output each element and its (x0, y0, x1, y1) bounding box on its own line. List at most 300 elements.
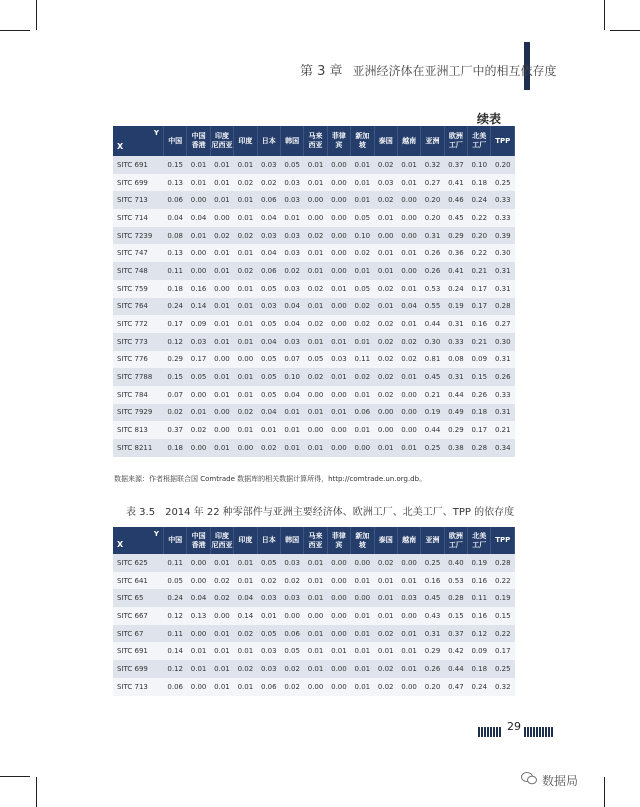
table-cell: 0.55 (421, 298, 444, 316)
crop-mark (604, 0, 605, 30)
table-cell: 0.01 (327, 368, 350, 386)
table-cell: 0.10 (351, 227, 374, 245)
table-cell: 0.00 (351, 439, 374, 457)
table-cell: 0.15 (491, 607, 515, 625)
table-cell: 0.31 (491, 404, 515, 422)
table-cell: 0.05 (280, 642, 303, 660)
table-cell: 0.19 (491, 589, 515, 607)
table-cell: 0.00 (374, 227, 397, 245)
table-cell: 0.00 (187, 386, 210, 404)
table-row (113, 589, 515, 607)
table-cell: 0.01 (397, 439, 420, 457)
table-cell: 0.37 (444, 156, 467, 174)
dependency-table-3-5 (113, 527, 515, 696)
chapter-number: 第 3 章 (300, 64, 343, 79)
table-cell: 0.20 (421, 209, 444, 227)
row-label: SITC 764 (113, 298, 164, 316)
table-cell: 0.01 (397, 174, 420, 192)
table-cell: 0.24 (444, 280, 467, 298)
table-cell: 0.02 (234, 262, 257, 280)
table-cell: 0.01 (210, 262, 233, 280)
table-cell: 0.01 (304, 589, 327, 607)
table-header-row (113, 126, 515, 156)
table-cell: 0.00 (327, 589, 350, 607)
corner-x-label: X (117, 142, 124, 151)
table-cell: 0.21 (491, 421, 515, 439)
table-cell: 0.09 (187, 315, 210, 333)
table-cell: 0.15 (468, 368, 491, 386)
table-cell: 0.25 (421, 554, 444, 572)
table-cell: 0.12 (164, 607, 187, 625)
column-header: 亚洲 (421, 527, 444, 554)
table-cell: 0.02 (234, 660, 257, 678)
table-cell: 0.16 (468, 315, 491, 333)
table-cell: 0.16 (468, 572, 491, 590)
table-cell: 0.26 (468, 386, 491, 404)
table-cell: 0.03 (257, 156, 280, 174)
table-row (113, 244, 515, 262)
table-cell: 0.00 (304, 678, 327, 696)
table-cell: 0.02 (351, 298, 374, 316)
table-cell: 0.01 (351, 386, 374, 404)
chapter-heading (300, 60, 557, 79)
table-cell: 0.01 (234, 572, 257, 590)
table-cell: 0.02 (280, 660, 303, 678)
table-row (113, 174, 515, 192)
table-cell: 0.03 (280, 227, 303, 245)
table-cell: 0.01 (374, 607, 397, 625)
table-cell: 0.00 (304, 191, 327, 209)
table-cell: 0.05 (257, 554, 280, 572)
table-cell: 0.02 (374, 554, 397, 572)
table-cell: 0.00 (327, 439, 350, 457)
column-header: 印度 尼西亚 (210, 126, 233, 156)
table-cell: 0.01 (351, 572, 374, 590)
column-header: 亚洲 (421, 126, 444, 156)
chapter-title: 亚洲经济体在亚洲工厂中的相互依存度 (352, 64, 557, 78)
table-cell: 0.03 (280, 333, 303, 351)
table-cell: 0.01 (280, 439, 303, 457)
table-cell: 0.07 (164, 386, 187, 404)
table-cell: 0.18 (468, 174, 491, 192)
table-cell: 0.44 (421, 421, 444, 439)
table-cell: 0.21 (421, 386, 444, 404)
table-row (113, 572, 515, 590)
table-cell: 0.46 (444, 191, 467, 209)
table-cell: 0.01 (187, 660, 210, 678)
table-cell: 0.01 (327, 404, 350, 422)
table-cell: 0.53 (444, 572, 467, 590)
table-cell: 0.01 (234, 209, 257, 227)
table-cell: 0.24 (468, 191, 491, 209)
table-cell: 0.02 (351, 244, 374, 262)
table-cell: 0.01 (374, 572, 397, 590)
table-cell: 0.01 (327, 333, 350, 351)
table-cell: 0.02 (257, 174, 280, 192)
table-cell: 0.31 (421, 625, 444, 643)
table-cell: 0.03 (280, 191, 303, 209)
table-cell: 0.00 (397, 262, 420, 280)
table-cell: 0.00 (210, 404, 233, 422)
table-cell: 0.03 (257, 227, 280, 245)
table-cell: 0.30 (421, 333, 444, 351)
table-cell: 0.18 (164, 439, 187, 457)
table-cell: 0.45 (421, 589, 444, 607)
row-label: SITC 748 (113, 262, 164, 280)
table-row (113, 554, 515, 572)
column-header: 泰国 (374, 126, 397, 156)
table-cell: 0.22 (491, 625, 515, 643)
table-cell: 0.01 (280, 209, 303, 227)
row-label: SITC 8211 (113, 439, 164, 457)
crop-mark (604, 777, 605, 807)
table-cell: 0.14 (234, 607, 257, 625)
table-cell: 0.01 (304, 262, 327, 280)
footer-stripes-left (478, 722, 502, 741)
table-cell: 0.00 (374, 404, 397, 422)
table-cell: 0.01 (351, 174, 374, 192)
table-cell: 0.01 (351, 421, 374, 439)
table-row (113, 678, 515, 696)
table-cell: 0.00 (327, 607, 350, 625)
table-caption: 表 3.5 2014 年 22 种零部件与亚洲主要经济体、欧洲工厂、北美工厂、TPP 的依存度 (126, 507, 515, 518)
table-cell: 0.01 (234, 368, 257, 386)
table-cell: 0.27 (491, 315, 515, 333)
table-cell: 0.00 (397, 191, 420, 209)
table-row (113, 421, 515, 439)
table-cell: 0.01 (234, 244, 257, 262)
table-cell: 0.00 (327, 227, 350, 245)
table-cell: 0.05 (304, 351, 327, 369)
table-cell: 0.14 (164, 642, 187, 660)
table-cell: 0.45 (421, 368, 444, 386)
table-cell: 0.29 (444, 421, 467, 439)
table-row (113, 607, 515, 625)
table-cell: 0.01 (210, 678, 233, 696)
table-cell: 0.00 (210, 351, 233, 369)
table-cell: 0.01 (234, 156, 257, 174)
table-cell: 0.01 (374, 439, 397, 457)
table-row (113, 209, 515, 227)
table-cell: 0.00 (327, 174, 350, 192)
table-cell: 0.26 (421, 660, 444, 678)
table-cell: 0.01 (304, 244, 327, 262)
table-cell: 0.06 (164, 191, 187, 209)
table-cell: 0.22 (468, 209, 491, 227)
row-label: SITC 699 (113, 660, 164, 678)
table-cell: 0.05 (257, 351, 280, 369)
table-cell: 0.05 (257, 315, 280, 333)
table-cell: 0.11 (164, 554, 187, 572)
table-cell: 0.01 (397, 642, 420, 660)
table-cell: 0.00 (187, 625, 210, 643)
table-cell: 0.04 (280, 386, 303, 404)
table-cell: 0.02 (187, 421, 210, 439)
table-cell: 0.01 (257, 607, 280, 625)
table-cell: 0.01 (210, 660, 233, 678)
table-cell: 0.07 (280, 351, 303, 369)
table-cell: 0.53 (421, 280, 444, 298)
table-cell: 0.01 (210, 244, 233, 262)
table-cell: 0.01 (304, 174, 327, 192)
table-cell: 0.12 (164, 660, 187, 678)
table-cell: 0.02 (234, 174, 257, 192)
table-cell: 0.13 (164, 174, 187, 192)
table-cell: 0.02 (234, 227, 257, 245)
table-cell: 0.00 (304, 607, 327, 625)
table-cell: 0.41 (444, 174, 467, 192)
table-cell: 0.26 (491, 368, 515, 386)
table-cell: 0.04 (234, 589, 257, 607)
table-cell: 0.05 (351, 280, 374, 298)
table-cell: 0.08 (164, 227, 187, 245)
row-label: SITC 65 (113, 589, 164, 607)
table-cell: 0.01 (304, 333, 327, 351)
table-cell: 0.03 (374, 174, 397, 192)
table-row (113, 156, 515, 174)
table-cell: 0.00 (327, 572, 350, 590)
table-cell: 0.01 (397, 625, 420, 643)
column-header: 韩国 (280, 126, 303, 156)
row-label: SITC 747 (113, 244, 164, 262)
table-cell: 0.03 (257, 589, 280, 607)
table-cell: 0.01 (210, 386, 233, 404)
table-cell: 0.05 (164, 572, 187, 590)
table-cell: 0.00 (304, 386, 327, 404)
table-row (113, 227, 515, 245)
table-cell: 0.02 (210, 572, 233, 590)
table-cell: 0.06 (257, 191, 280, 209)
table-cell: 0.31 (491, 351, 515, 369)
table-cell: 0.00 (327, 244, 350, 262)
table-cell: 0.31 (444, 315, 467, 333)
table-cell: 0.81 (421, 351, 444, 369)
table-cell: 0.01 (397, 572, 420, 590)
table-cell: 0.30 (491, 333, 515, 351)
table-cell: 0.14 (187, 298, 210, 316)
table-cell: 0.03 (257, 660, 280, 678)
table-cell: 0.01 (210, 439, 233, 457)
table-cell: 0.04 (257, 209, 280, 227)
table-cell: 0.01 (257, 421, 280, 439)
table-cell: 0.02 (304, 368, 327, 386)
table-cell: 0.00 (327, 315, 350, 333)
table-cell: 0.01 (234, 315, 257, 333)
table-cell: 0.01 (397, 156, 420, 174)
table-cell: 0.16 (187, 280, 210, 298)
table-cell: 0.00 (187, 244, 210, 262)
table-cell: 0.01 (234, 191, 257, 209)
table-cell: 0.02 (280, 262, 303, 280)
table-cell: 0.01 (351, 156, 374, 174)
table-cell: 0.33 (491, 209, 515, 227)
table-cell: 0.02 (374, 351, 397, 369)
table-cell: 0.02 (210, 589, 233, 607)
row-label: SITC 625 (113, 554, 164, 572)
table-cell: 0.02 (257, 439, 280, 457)
table-cell: 0.01 (304, 625, 327, 643)
table-cell: 0.04 (257, 333, 280, 351)
row-label: SITC 776 (113, 351, 164, 369)
column-header: 中国 (164, 126, 187, 156)
watermark-text: 数据局 (542, 774, 579, 788)
table-cell: 0.29 (164, 351, 187, 369)
table-cell: 0.02 (374, 156, 397, 174)
table-cell: 0.01 (304, 298, 327, 316)
table-cell: 0.02 (374, 368, 397, 386)
table-cell: 0.00 (351, 554, 374, 572)
table-cell: 0.32 (421, 156, 444, 174)
table-cell: 0.11 (164, 262, 187, 280)
table-cell: 0.01 (210, 315, 233, 333)
table-cell: 0.03 (280, 554, 303, 572)
table-cell: 0.29 (444, 227, 467, 245)
table-cell: 0.00 (327, 262, 350, 280)
table-cell: 0.34 (491, 439, 515, 457)
column-header: 印度 (234, 527, 257, 554)
row-label: SITC 67 (113, 625, 164, 643)
table-cell: 0.01 (397, 368, 420, 386)
table-cell: 0.19 (421, 404, 444, 422)
table-cell: 0.00 (397, 209, 420, 227)
table-cell: 0.01 (234, 421, 257, 439)
table-row (113, 262, 515, 280)
table-cell: 0.01 (304, 642, 327, 660)
table-cell: 0.01 (304, 404, 327, 422)
table-cell: 0.01 (187, 642, 210, 660)
table-cell: 0.03 (187, 333, 210, 351)
table-cell: 0.00 (327, 660, 350, 678)
table-cell: 0.05 (351, 209, 374, 227)
table-cell: 0.44 (444, 386, 467, 404)
table-cell: 0.15 (164, 368, 187, 386)
table-cell: 0.01 (234, 280, 257, 298)
table-cell: 0.00 (374, 421, 397, 439)
crop-mark (610, 30, 640, 31)
table-cell: 0.01 (210, 368, 233, 386)
table-cell: 0.00 (397, 421, 420, 439)
table-cell: 0.00 (397, 607, 420, 625)
table-cell: 0.02 (164, 404, 187, 422)
table-cell: 0.00 (327, 298, 350, 316)
table-cell: 0.01 (187, 174, 210, 192)
table-cell: 0.00 (327, 421, 350, 439)
table-cell: 0.02 (374, 333, 397, 351)
table-row (113, 404, 515, 422)
table-cell: 0.02 (257, 572, 280, 590)
table-cell: 0.02 (374, 315, 397, 333)
table-cell: 0.37 (444, 625, 467, 643)
column-header: 北美 工厂 (468, 527, 491, 554)
table-cell: 0.03 (257, 298, 280, 316)
table-cell: 0.31 (421, 227, 444, 245)
corner-x-label: X (117, 540, 124, 549)
row-label: SITC 691 (113, 642, 164, 660)
table-cell: 0.04 (257, 404, 280, 422)
table-cell: 0.00 (210, 607, 233, 625)
table-cell: 0.24 (164, 589, 187, 607)
table-cell: 0.03 (280, 280, 303, 298)
row-label: SITC 784 (113, 386, 164, 404)
table-cell: 0.01 (374, 209, 397, 227)
table-cell: 0.01 (397, 315, 420, 333)
table-cell: 0.28 (491, 298, 515, 316)
column-header: 中国 香港 (187, 527, 210, 554)
table-cell: 0.02 (374, 191, 397, 209)
row-label: SITC 699 (113, 174, 164, 192)
table-cell: 0.01 (304, 660, 327, 678)
table-row (113, 298, 515, 316)
table-cell: 0.33 (491, 386, 515, 404)
continued-label: 续表 (477, 112, 502, 126)
source-note: 数据来源：作者根据联合国 Comtrade 数据库的相关数据计算所得，http://comtrade.un.org.db。 (114, 475, 427, 483)
table-cell: 0.01 (187, 404, 210, 422)
table-cell: 0.00 (210, 421, 233, 439)
table-cell: 0.01 (327, 280, 350, 298)
table-cell: 0.04 (164, 209, 187, 227)
table-cell: 0.01 (210, 554, 233, 572)
table-cell: 0.18 (468, 404, 491, 422)
table-cell: 0.24 (468, 678, 491, 696)
table-cell: 0.03 (280, 244, 303, 262)
table-cell: 0.31 (491, 280, 515, 298)
table-cell: 0.01 (304, 439, 327, 457)
table-cell: 0.28 (468, 439, 491, 457)
column-header: 马来 西亚 (304, 527, 327, 554)
table-cell: 0.00 (210, 209, 233, 227)
table-cell: 0.02 (210, 227, 233, 245)
table-cell: 0.18 (164, 280, 187, 298)
table-cell: 0.00 (397, 404, 420, 422)
table-row (113, 351, 515, 369)
table-cell: 0.00 (327, 625, 350, 643)
table-cell: 0.02 (374, 678, 397, 696)
table-cell: 0.01 (304, 572, 327, 590)
table-cell: 0.02 (304, 227, 327, 245)
table-cell: 0.06 (257, 262, 280, 280)
table-cell: 0.01 (327, 642, 350, 660)
table-cell: 0.40 (444, 554, 467, 572)
table-cell: 0.00 (327, 191, 350, 209)
table-cell: 0.02 (374, 386, 397, 404)
table-cell: 0.25 (491, 660, 515, 678)
table-cell: 0.20 (421, 191, 444, 209)
row-label: SITC 813 (113, 421, 164, 439)
wechat-icon (521, 772, 537, 785)
table-cell: 0.04 (187, 209, 210, 227)
table-cell: 0.05 (187, 368, 210, 386)
table-cell: 0.00 (327, 554, 350, 572)
table-row (113, 368, 515, 386)
table-cell: 0.01 (280, 404, 303, 422)
table-cell: 0.01 (351, 333, 374, 351)
table-row (113, 386, 515, 404)
table-cell: 0.01 (187, 156, 210, 174)
table-cell: 0.13 (187, 607, 210, 625)
row-label: SITC 667 (113, 607, 164, 625)
table-cell: 0.02 (374, 280, 397, 298)
row-label: SITC 714 (113, 209, 164, 227)
table-cell: 0.03 (280, 589, 303, 607)
table-cell: 0.01 (210, 298, 233, 316)
table-cell: 0.17 (491, 642, 515, 660)
table-cell: 0.44 (444, 660, 467, 678)
table-cell: 0.12 (468, 625, 491, 643)
table-cell: 0.01 (397, 660, 420, 678)
table-cell: 0.09 (468, 642, 491, 660)
table-cell: 0.04 (187, 589, 210, 607)
table-cell: 0.02 (280, 678, 303, 696)
